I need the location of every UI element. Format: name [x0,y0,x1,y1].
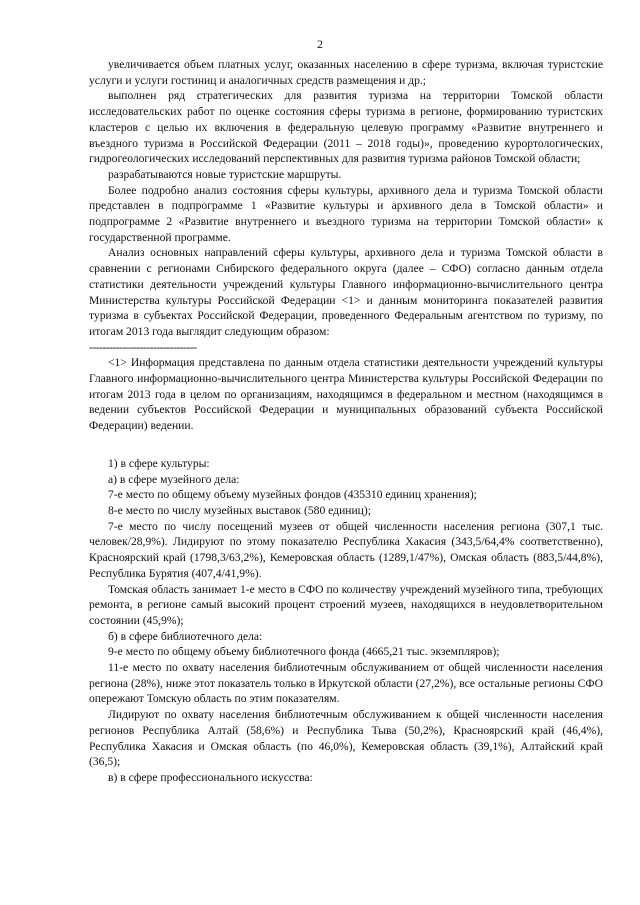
list-heading: 1) в сфере культуры: [108,456,210,470]
paragraph: Анализ основных направлений сферы культуры, архивного дела и туризма Томской области в сравнении с регионами Сибирского федерального округа (далее – СФО) согласно данным отдела статистики деятельности учреждений культуры Главного информационно-вычислительного центра Министерства культуры Российской Федерации <1> и данным мониторинга показателей развития туризма в субъектах Российской Федерации, проведенного Федеральным агентством по туризму, по итогам 2013 года выглядит следующим образом: [89,246,603,338]
list-subheading: в) в сфере профессионального искусства: [108,770,313,784]
page-number: 2 [317,37,323,51]
paragraph: разрабатываются новые туристские маршруты. [108,167,342,181]
paragraph: Лидируют по охвату населения библиотечным обслуживанием к общей численности населения регионов Республика Алтай (58,6%) и Республика Тыва (50,2%), Красноярский край (46,4%), Республика Хакасия и Омская область (по 46,0%), Кемеровская область (39,1%), Алтайский край (36,5); [89,708,603,769]
list-subheading: б) в сфере библиотечного дела: [108,629,263,643]
paragraph: Более подробно анализ состояния сферы культуры, архивного дела и туризма Томской области представлен в подпрограмме 1 «Развитие культуры и архивного дела в Томской области» и подпрограмме 2 «Развитие внутреннего и въездного туризма на территории Томской области» к государственной программе. [89,183,603,244]
list-subheading: а) в сфере музейного дела: [108,472,240,486]
list-item: 11-е место по охвату населения библиотечным обслуживанием от общей численности населения региона (28%), ниже этот показатель только в Иркутской области (27,2%), все остальные регионы СФО опережают Томскую область по этим показателям. [89,661,603,706]
list-item: 7-е место по числу посещений музеев от общей численности населения региона (307,1 тыс. человек/28,9%). Лидируют по этому показателю Республика Хакасия (343,5/64,4% соответственно), Красноярский край (1798,3/63,2%), Кемеровская область (1289,1/47%), Омская область (883,5/44,8%), Республика Бурятия (407,4/41,9%). [89,519,603,580]
document-body [89,57,603,786]
list-item: 8-е место по числу музейных выставок (580 единиц); [108,503,371,517]
paragraph: Томская область занимает 1-е место в СФО по количеству учреждений музейного типа, требующих ремонта, в регионе самый высокий процент строений музеев, находящихся в неудовлетворительном состоянии (45,9%); [89,582,603,627]
list-item: 7-е место по общему объему музейных фондов (435310 единиц хранения); [108,488,477,502]
footnote-separator: -------------------------------- [89,340,197,354]
section-gap [89,434,603,456]
footnote: <1> Информация представлена по данным отдела статистики деятельности учреждений культуры Главного информационно-вычислительного центра Министерства культуры Российской Федерации по итогам 2013 года в целом по организациям, находящимся в федеральном и местном (находящимся в ведении субъектов Российской Федерации и муниципальных образований субъекта Российской Федерации) ведении. [89,356,603,433]
list-item: 9-е место по общему объему библиотечного фонда (4665,21 тыс. экземпляров); [108,645,500,659]
paragraph: увеличивается объем платных услуг, оказанных населению в сфере туризма, включая туристские услуги и услуги гостиниц и аналогичных средств размещения и др.; [89,58,603,87]
paragraph: выполнен ряд стратегических для развития туризма на территории Томской области исследовательских работ по оценке состояния сферы туризма в регионе, формированию туристских кластеров с целью их включения в федеральную целевую программу «Развитие внутреннего и въездного туризма в Российской Федерации (2011 – 2018 годы)», проведению курортологических, гидрогеологических исследований перспективных для развития туризма районов Томской области; [89,89,603,166]
